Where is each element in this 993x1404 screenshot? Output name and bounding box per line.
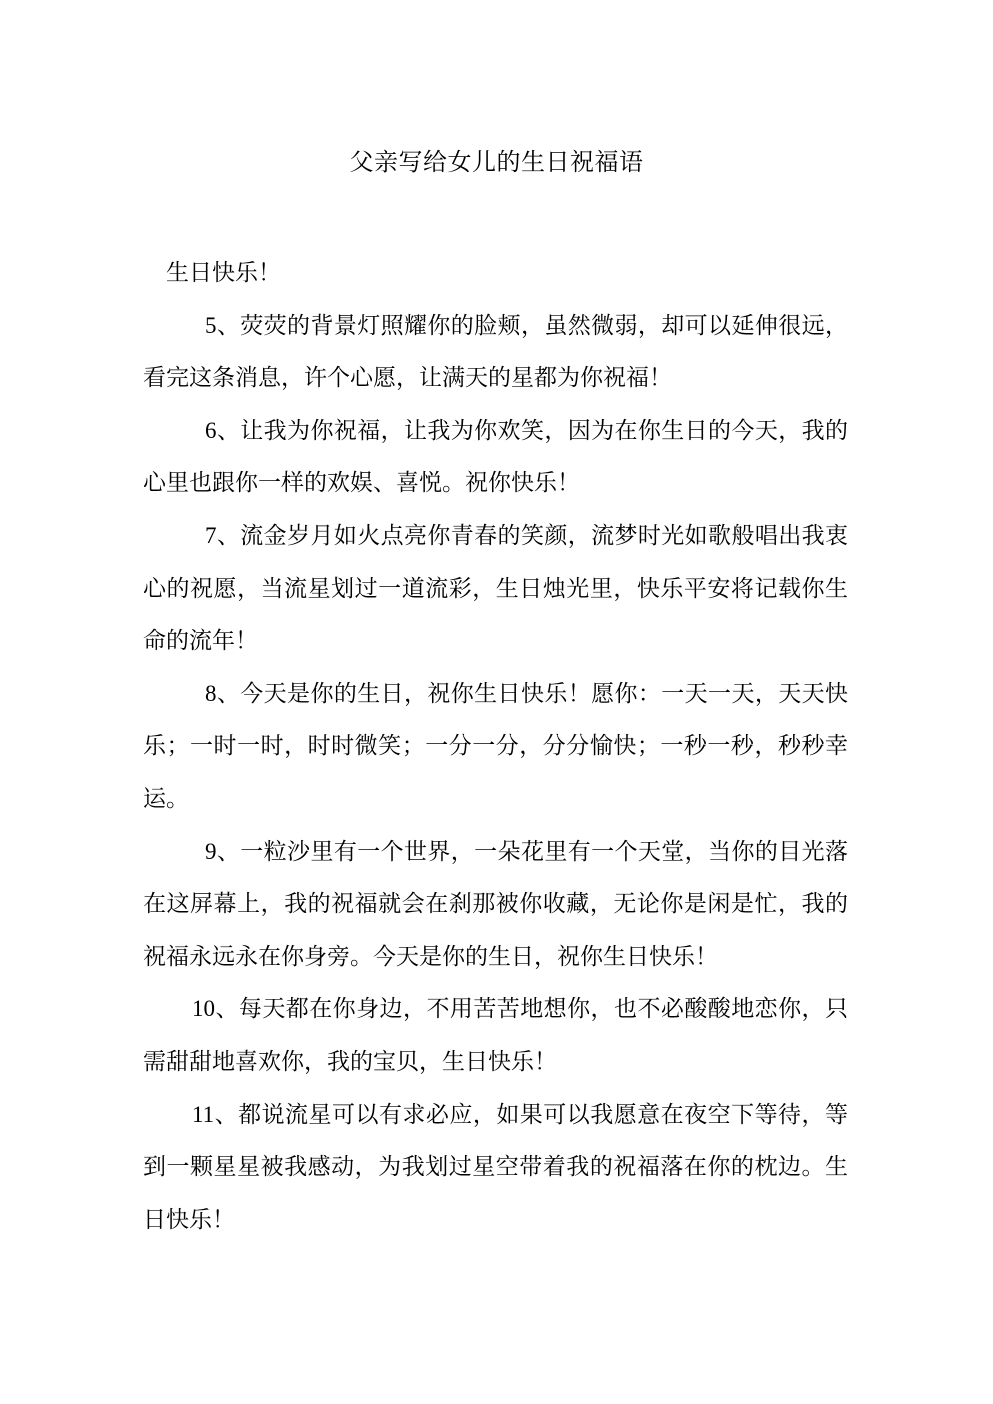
- wish-item-5: 5、荧荧的背景灯照耀你的脸颊，虽然微弱，却可以延伸很远，看完这条消息，许个心愿，让满天的星都为你祝福！: [143, 312, 848, 391]
- wish-item-7: 7、流金岁月如火点亮你青春的笑颜，流梦时光如歌般唱出我衷心的祝愿，当流星划过一道流彩，生日烛光里，快乐平安将记载你生命的流年！: [143, 522, 848, 654]
- wish-item-9: 9、一粒沙里有一个世界，一朵花里有一个天堂，当你的目光落在这屏幕上，我的祝福就会在刹那被你收藏，无论你是闲是忙，我的祝福永远永在你身旁。今天是你的生日，祝你生日快乐！: [143, 838, 848, 969]
- greeting-paragraph: 生日快乐！: [166, 260, 281, 285]
- document-title: 父亲写给女儿的生日祝福语: [349, 150, 644, 176]
- wish-item-11: 11、都说流星可以有求必应，如果可以我愿意在夜空下等待，等到一颗星星被我感动，为我划过星空带着我的祝福落在你的枕边。生日快乐！: [143, 1101, 848, 1232]
- wish-item-8: 8、今天是你的生日，祝你生日快乐！愿你：一天一天，天天快乐；一时一时，时时微笑；一分一分，分分愉快；一秒一秒，秒秒幸运。: [143, 680, 848, 811]
- document-body: [0, 247, 993, 1246]
- wish-item-10: 10、每天都在你身边，不用苦苦地想你，也不必酸酸地恋你，只需甜甜地喜欢你，我的宝贝，生日快乐！: [143, 996, 848, 1074]
- wish-item-6: 6、让我为你祝福，让我为你欢笑，因为在你生日的今天，我的心里也跟你一样的欢娱、喜悦。祝你快乐！: [143, 417, 848, 496]
